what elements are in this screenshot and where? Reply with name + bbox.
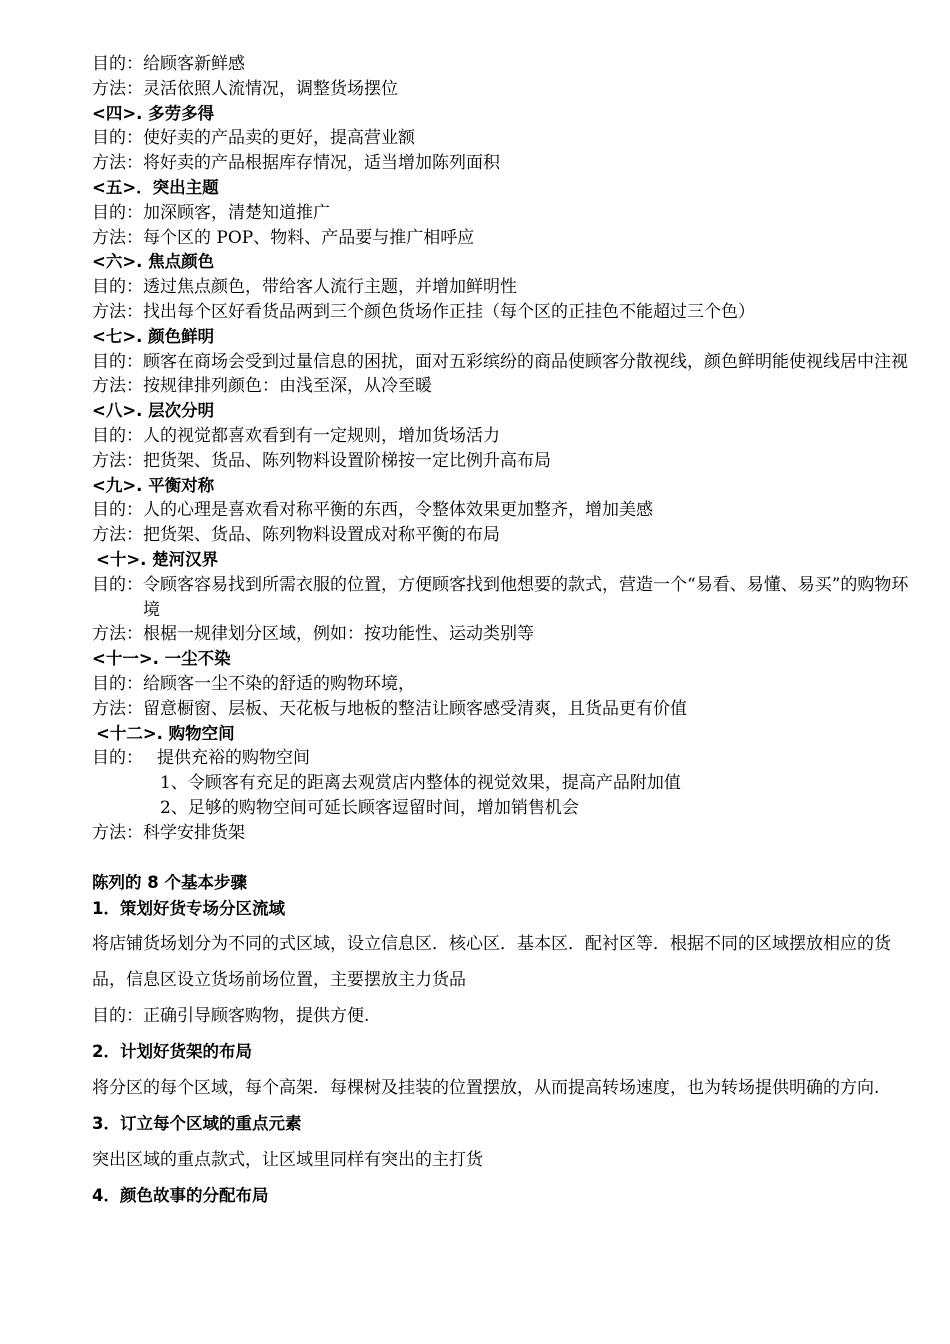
step-paragraph: 将店铺货场划分为不同的式区域，设立信息区．核心区．基本区．配衬区等．根据不同的区域摆放相应的货品，信息区设立货场前场位置，主要摆放主力货品 xyxy=(92,933,891,990)
list-item: 2、足够的购物空间可延长顾客逗留时间，增加销售机会 xyxy=(160,797,579,818)
purpose-text: 提供充裕的购物空间 xyxy=(157,748,310,769)
section-heading: <四>. 多劳多得 xyxy=(92,103,215,123)
step-heading: 4．颜色故事的分配布局 xyxy=(92,1185,269,1205)
section-method: 方法：将好卖的产品根据库存情况，适当增加陈列面积 xyxy=(92,153,500,174)
section-heading: <十二>. 购物空间 xyxy=(96,723,235,743)
section-heading: <十>. 楚河汉界 xyxy=(96,549,219,569)
section-method: 方法：科学安排货架 xyxy=(92,822,245,843)
document-page xyxy=(92,52,912,1214)
section-purpose: 目的：给顾客一尘不染的舒适的购物环境， xyxy=(92,673,415,694)
intro-method: 方法：灵活依照人流情况，调整货场摆位 xyxy=(92,78,398,99)
section-purpose: 目的：透过焦点颜色，带给客人流行主题，并增加鲜明性 xyxy=(92,277,517,298)
intro-purpose: 目的：给顾客新鲜感 xyxy=(92,54,245,74)
step-paragraph: 目的：正确引导顾客购物，提供方便. xyxy=(92,1005,370,1026)
step-paragraph: 将分区的每个区域，每个高架．每棵树及挂装的位置摆放，从而提高转场速度，也为转场提供明确的方向. xyxy=(92,1077,880,1098)
section-method: 方法：把货架、货品、陈列物料设置成对称平衡的布局 xyxy=(92,525,500,546)
step-heading: 1．策划好货专场分区流域 xyxy=(92,898,285,918)
section-purpose: 目的：人的心理是喜欢看对称平衡的东西，令整体效果更加整齐，增加美感 xyxy=(92,500,653,521)
section-heading: <十一>. 一尘不染 xyxy=(92,649,231,669)
step-heading: 3．订立每个区域的重点元素 xyxy=(92,1113,302,1133)
section-method: 方法：找出每个区好看货品两到三个颜色货场作正挂（每个区的正挂色不能超过三个色） xyxy=(92,301,755,322)
spacer xyxy=(92,846,912,870)
section-purpose: 目的：顾客在商场会受到过量信息的困扰，面对五彩缤纷的商品使顾客分散视线，颜色鲜明能使视线居中注视 xyxy=(92,351,908,372)
section-method: 方法：每个区的 POP、物料、产品要与推广相呼应 xyxy=(92,227,475,248)
section-purpose: 目的：人的视觉都喜欢看到有一定规则，增加货场活力 xyxy=(92,425,500,446)
section-purpose: 目的：令顾客容易找到所需衣服的位置，方便顾客找到他想要的款式，营造一个“易看、易懂、易买”的购物环境 xyxy=(92,574,909,620)
section-heading: <五>．突出主题 xyxy=(92,177,219,197)
section-method: 方法：按规律排列颜色：由浅至深，从冷至暖 xyxy=(92,376,432,397)
section-heading: <七>. 颜色鲜明 xyxy=(92,326,215,346)
section-purpose xyxy=(92,746,912,771)
section-method: 方法：根椐一规律划分区域，例如：按功能性、运动类别等 xyxy=(92,624,534,645)
step-paragraph: 突出区域的重点款式，让区域里同样有突出的主打货 xyxy=(92,1149,483,1170)
purpose-label: 目的： xyxy=(92,748,143,769)
section-heading: <九>. 平衡对称 xyxy=(92,475,215,495)
list-item: 1、令顾客有充足的距离去观赏店内整体的视觉效果，提高产品附加值 xyxy=(160,773,681,794)
section-purpose: 目的：使好卖的产品卖的更好，提高营业额 xyxy=(92,128,415,149)
steps-title: 陈列的 8 个基本步骤 xyxy=(92,872,247,892)
step-heading: 2．计划好货架的布局 xyxy=(92,1041,252,1061)
section-method: 方法：留意橱窗、层板、天花板与地板的整洁让顾客感受清爽，且货品更有价值 xyxy=(92,698,687,719)
section-purpose: 目的：加深顾客，清楚知道推广 xyxy=(92,202,330,223)
section-method: 方法：把货架、货品、陈列物料设置阶梯按一定比例升高布局 xyxy=(92,450,551,471)
section-heading: <六>. 焦点颜色 xyxy=(92,252,215,272)
section-heading: <八>. 层次分明 xyxy=(92,401,215,421)
